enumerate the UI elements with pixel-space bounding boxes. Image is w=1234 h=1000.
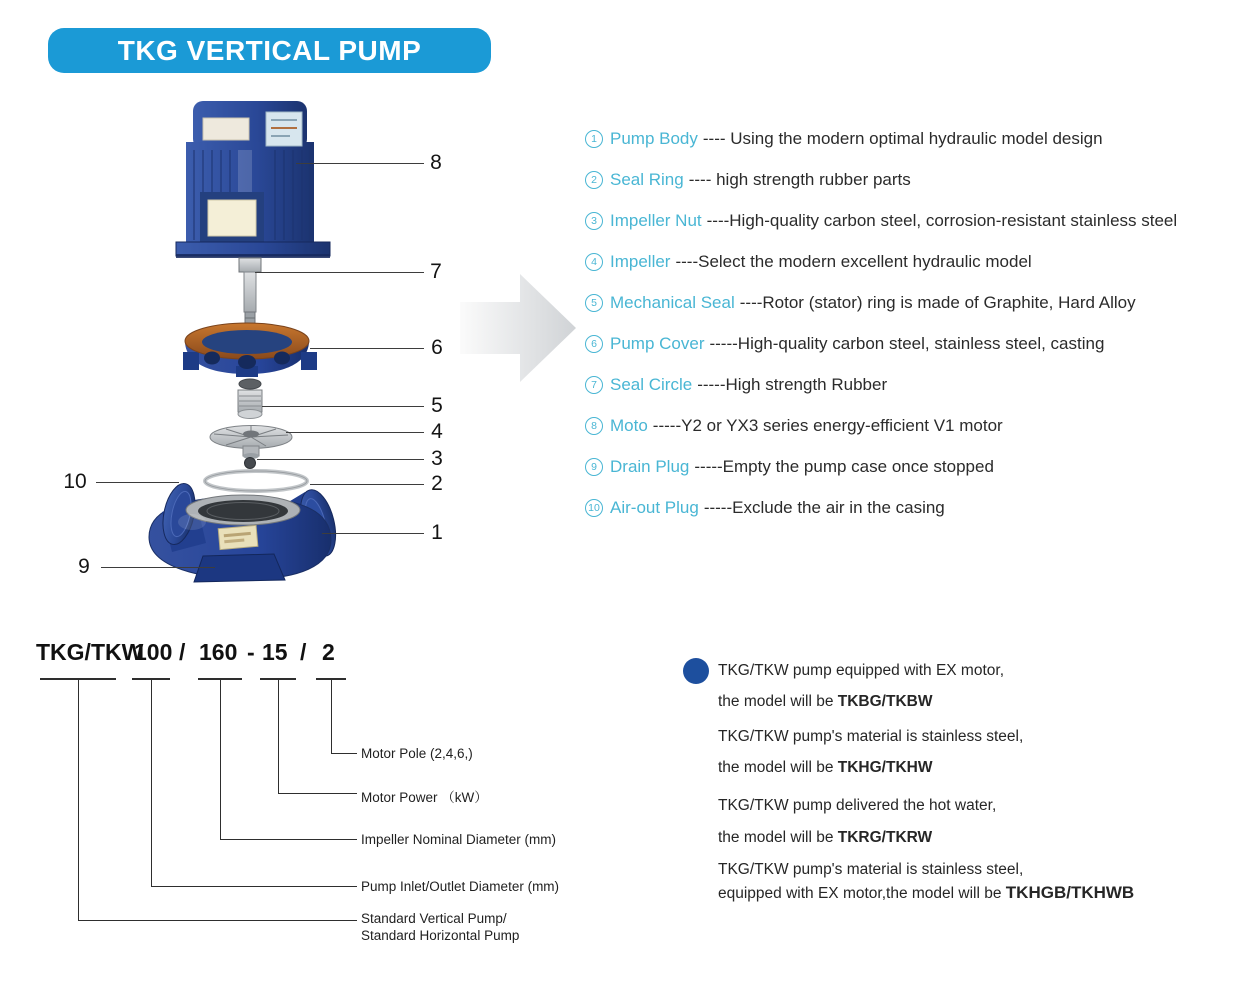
part-name: Moto	[610, 416, 648, 435]
part-description: -----Empty the pump case once stopped	[694, 457, 994, 476]
part-number-badge: 5	[585, 294, 603, 312]
callout-number: 8	[430, 151, 442, 174]
part-description: -----Exclude the air in the casing	[703, 498, 945, 517]
note-text: the model will be	[718, 759, 838, 776]
part-description: ----Select the modern excellent hydraulic model	[675, 252, 1032, 271]
callout-line	[262, 406, 424, 407]
note-text: the model will be	[718, 693, 838, 710]
callout-line	[257, 459, 424, 460]
model-segment: 2	[322, 639, 335, 665]
note-model-name: TKHG/TKHW	[837, 759, 933, 776]
callout-line	[310, 348, 424, 349]
pump-cover-part	[183, 323, 317, 377]
note-line	[718, 796, 996, 816]
note-line	[718, 828, 932, 848]
note-line	[718, 860, 1023, 880]
part-description: ----Rotor (stator) ring is made of Graphite, Hard Alloy	[739, 293, 1136, 312]
part-name: Mechanical Seal	[610, 293, 735, 312]
model-connector-vertical	[220, 678, 221, 839]
model-field-label: Motor Pole (2,4,6,)	[361, 746, 473, 761]
callout-line	[310, 484, 424, 485]
note-line	[718, 758, 932, 778]
title-banner	[48, 28, 491, 73]
note-text: TKG/TKW pump delivered the hot water,	[718, 797, 997, 814]
callout-number: 3	[431, 447, 443, 470]
mechanical-seal-part	[238, 379, 262, 419]
note-line	[718, 883, 1134, 904]
note-text: the model will be	[718, 829, 838, 846]
model-field-label: Standard Vertical Pump/	[361, 911, 507, 926]
part-number-badge: 3	[585, 212, 603, 230]
motor-part	[176, 101, 330, 258]
callout-number: 10	[63, 470, 87, 493]
model-connector-elbow	[278, 793, 357, 794]
model-segment: TKG/TKW	[36, 639, 144, 665]
callout-line	[296, 163, 424, 164]
callout-number: 6	[431, 336, 443, 359]
part-name: Seal Ring	[610, 170, 684, 189]
parts-list-item	[585, 169, 911, 191]
note-line	[718, 661, 1004, 681]
note-model-name: TKRG/TKRW	[837, 829, 933, 846]
parts-list-item	[585, 251, 1032, 273]
parts-list-item	[585, 374, 887, 396]
callout-line	[101, 567, 215, 568]
model-connector-elbow	[220, 839, 357, 840]
parts-list-item	[585, 497, 945, 519]
callout-number: 7	[430, 260, 442, 283]
page-title: TKG VERTICAL PUMP	[117, 34, 422, 66]
model-segment: -	[247, 639, 255, 665]
note-line	[718, 727, 1023, 747]
parts-list-item	[585, 333, 1104, 355]
model-connector-elbow	[331, 753, 357, 754]
model-connector-vertical	[151, 678, 152, 886]
part-number-badge: 4	[585, 253, 603, 271]
parts-list-item	[585, 292, 1136, 314]
callout-number: 4	[431, 420, 443, 443]
note-text: TKG/TKW pump's material is stainless steel,	[718, 861, 1024, 878]
note-model-name: TKHGB/TKHWB	[1005, 883, 1135, 902]
part-number-badge: 8	[585, 417, 603, 435]
parts-list-item	[585, 210, 1177, 232]
part-name: Pump Cover	[610, 334, 705, 353]
shaft-part	[239, 258, 261, 332]
note-line	[718, 692, 932, 712]
part-description: -----Y2 or YX3 series energy-efficient V1 motor	[652, 416, 1003, 435]
callout-line	[96, 482, 179, 483]
callout-number: 2	[431, 472, 443, 495]
parts-list-item	[585, 415, 1003, 437]
model-connector-vertical	[78, 678, 79, 920]
part-number-badge: 10	[585, 499, 603, 517]
part-description: ---- high strength rubber parts	[688, 170, 911, 189]
part-number-badge: 7	[585, 376, 603, 394]
impeller-part	[210, 426, 292, 460]
model-field-label: Standard Horizontal Pump	[361, 928, 520, 943]
part-name: Impeller Nut	[610, 211, 702, 230]
part-name: Air-out Plug	[610, 498, 699, 517]
callout-line	[255, 272, 424, 273]
callout-line	[286, 432, 424, 433]
model-field-label: Motor Power （kW）	[361, 790, 488, 805]
part-number-badge: 6	[585, 335, 603, 353]
part-number-badge: 2	[585, 171, 603, 189]
model-segment: /	[179, 639, 186, 665]
note-text: TKG/TKW pump's material is stainless steel,	[718, 728, 1024, 745]
model-connector-vertical	[278, 678, 279, 793]
part-description: -----High strength Rubber	[697, 375, 888, 394]
model-field-label: Impeller Nominal Diameter (mm)	[361, 832, 557, 847]
model-field-label: Pump Inlet/Outlet Diameter (mm)	[361, 879, 560, 894]
arrow-right-icon	[458, 268, 580, 388]
part-name: Impeller	[610, 252, 671, 271]
note-model-name: TKBG/TKBW	[837, 693, 933, 710]
callout-line	[322, 533, 424, 534]
part-description: ---- Using the modern optimal hydraulic model design	[702, 129, 1103, 148]
callout-number: 5	[431, 394, 443, 417]
model-connector-elbow	[78, 920, 357, 921]
impeller-nut-part	[245, 458, 256, 469]
part-number-badge: 9	[585, 458, 603, 476]
model-segment: 100	[134, 639, 173, 665]
callout-number: 1	[431, 521, 443, 544]
part-name: Seal Circle	[610, 375, 693, 394]
parts-list-item	[585, 128, 1103, 150]
part-description: ----High-quality carbon steel, corrosion-resistant stainless steel	[706, 211, 1178, 230]
callout-number: 9	[78, 555, 90, 578]
part-description: -----High-quality carbon steel, stainless steel, casting	[709, 334, 1105, 353]
part-name: Pump Body	[610, 129, 698, 148]
note-text: TKG/TKW pump equipped with EX motor,	[718, 662, 1005, 679]
model-segment: /	[300, 639, 307, 665]
bullet-icon	[683, 658, 709, 684]
note-text: equipped with EX motor,the model will be	[718, 885, 1006, 902]
model-segment: 15	[262, 639, 288, 665]
model-connector-vertical	[331, 678, 332, 753]
parts-list-item	[585, 456, 994, 478]
model-connector-elbow	[151, 886, 357, 887]
part-name: Drain Plug	[610, 457, 690, 476]
part-number-badge: 1	[585, 130, 603, 148]
model-segment: 160	[199, 639, 238, 665]
seal-ring-part	[205, 471, 307, 491]
